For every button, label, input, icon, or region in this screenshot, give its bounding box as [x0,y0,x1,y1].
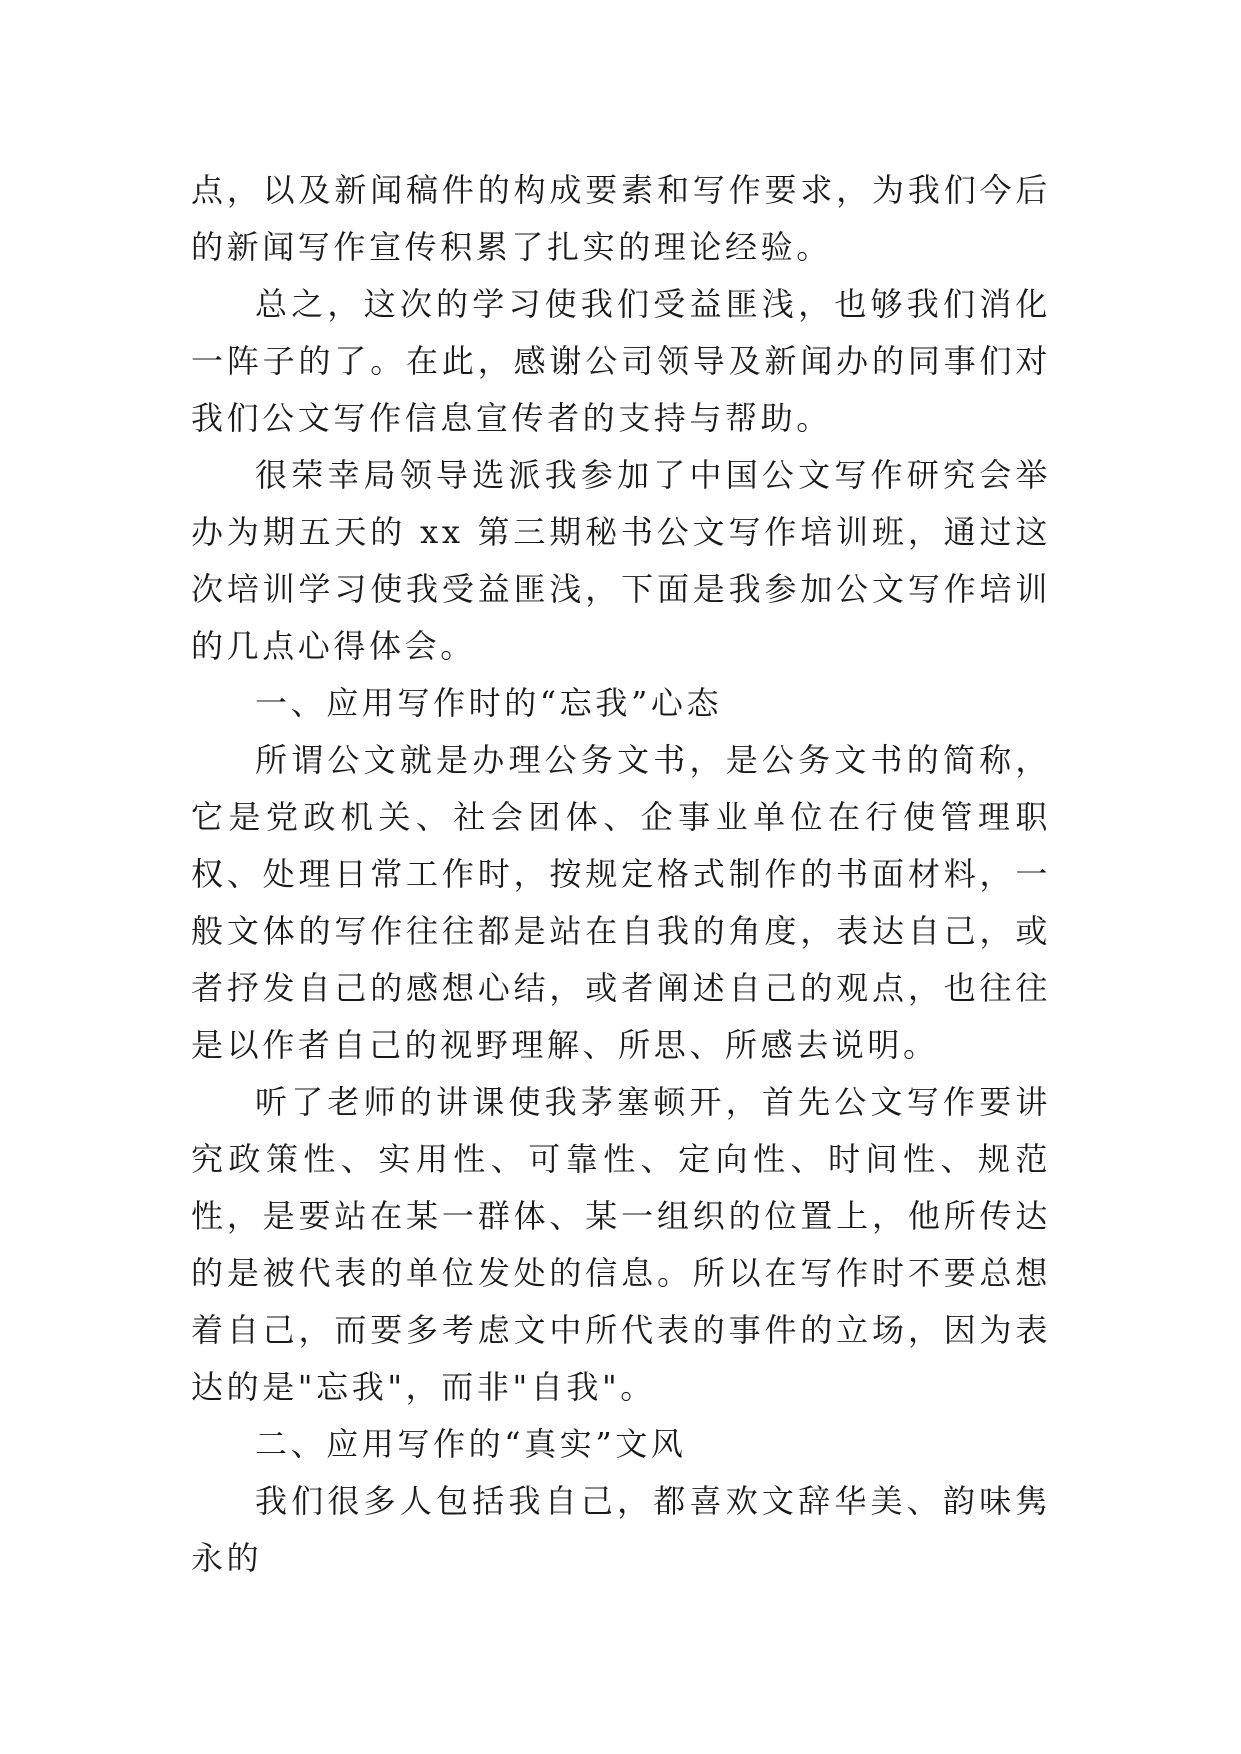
paragraph-summary: 总之，这次的学习使我们受益匪浅，也够我们消化一阵子的了。在此，感谢公司领导及新闻办的同事们对我们公文写作信息宣传者的支持与帮助。 [191,285,1051,437]
document-body [191,162,1051,1587]
paragraph-definition: 所谓公文就是办理公务文书，是公务文书的简称，它是党政机关、社会团体、企事业单位在行使管理职权、处理日常工作时，按规定格式制作的书面材料，一般文体的写作往往都是站在自我的角度，表达自己，或者抒发自己的感想心结，或者阐述自己的观点，也往往是以作者自己的视野理解、所思、所感去说明。 [191,741,1051,1064]
paragraph-style: 我们很多人包括我自己，都喜欢文辞华美、韵味隽永的 [191,1482,1051,1577]
section-heading-1: 一、应用写作时的“忘我”心态 [255,684,723,722]
paragraph-lecture: 听了老师的讲课使我茅塞顿开，首先公文写作要讲究政策性、实用性、可靠性、定向性、时间性、规范性，是要站在某一群体、某一组织的位置上，他所传达的是被代表的单位发处的信息。所以在写作时不要总想着自己，而要多考虑文中所代表的事件的立场，因为表达的是"忘我"，而非"自我"。 [191,1083,1051,1406]
paragraph-continuation: 点，以及新闻稿件的构成要素和写作要求，为我们今后的新闻写作宣传积累了扎实的理论经验。 [191,171,1051,266]
paragraph-introduction: 很荣幸局领导选派我参加了中国公文写作研究会举办为期五天的 xx 第三期秘书公文写作培训班，通过这次培训学习使我受益匪浅，下面是我参加公文写作培训的几点心得体会。 [191,456,1051,665]
section-heading-2: 二、应用写作的“真实”文风 [255,1425,687,1463]
